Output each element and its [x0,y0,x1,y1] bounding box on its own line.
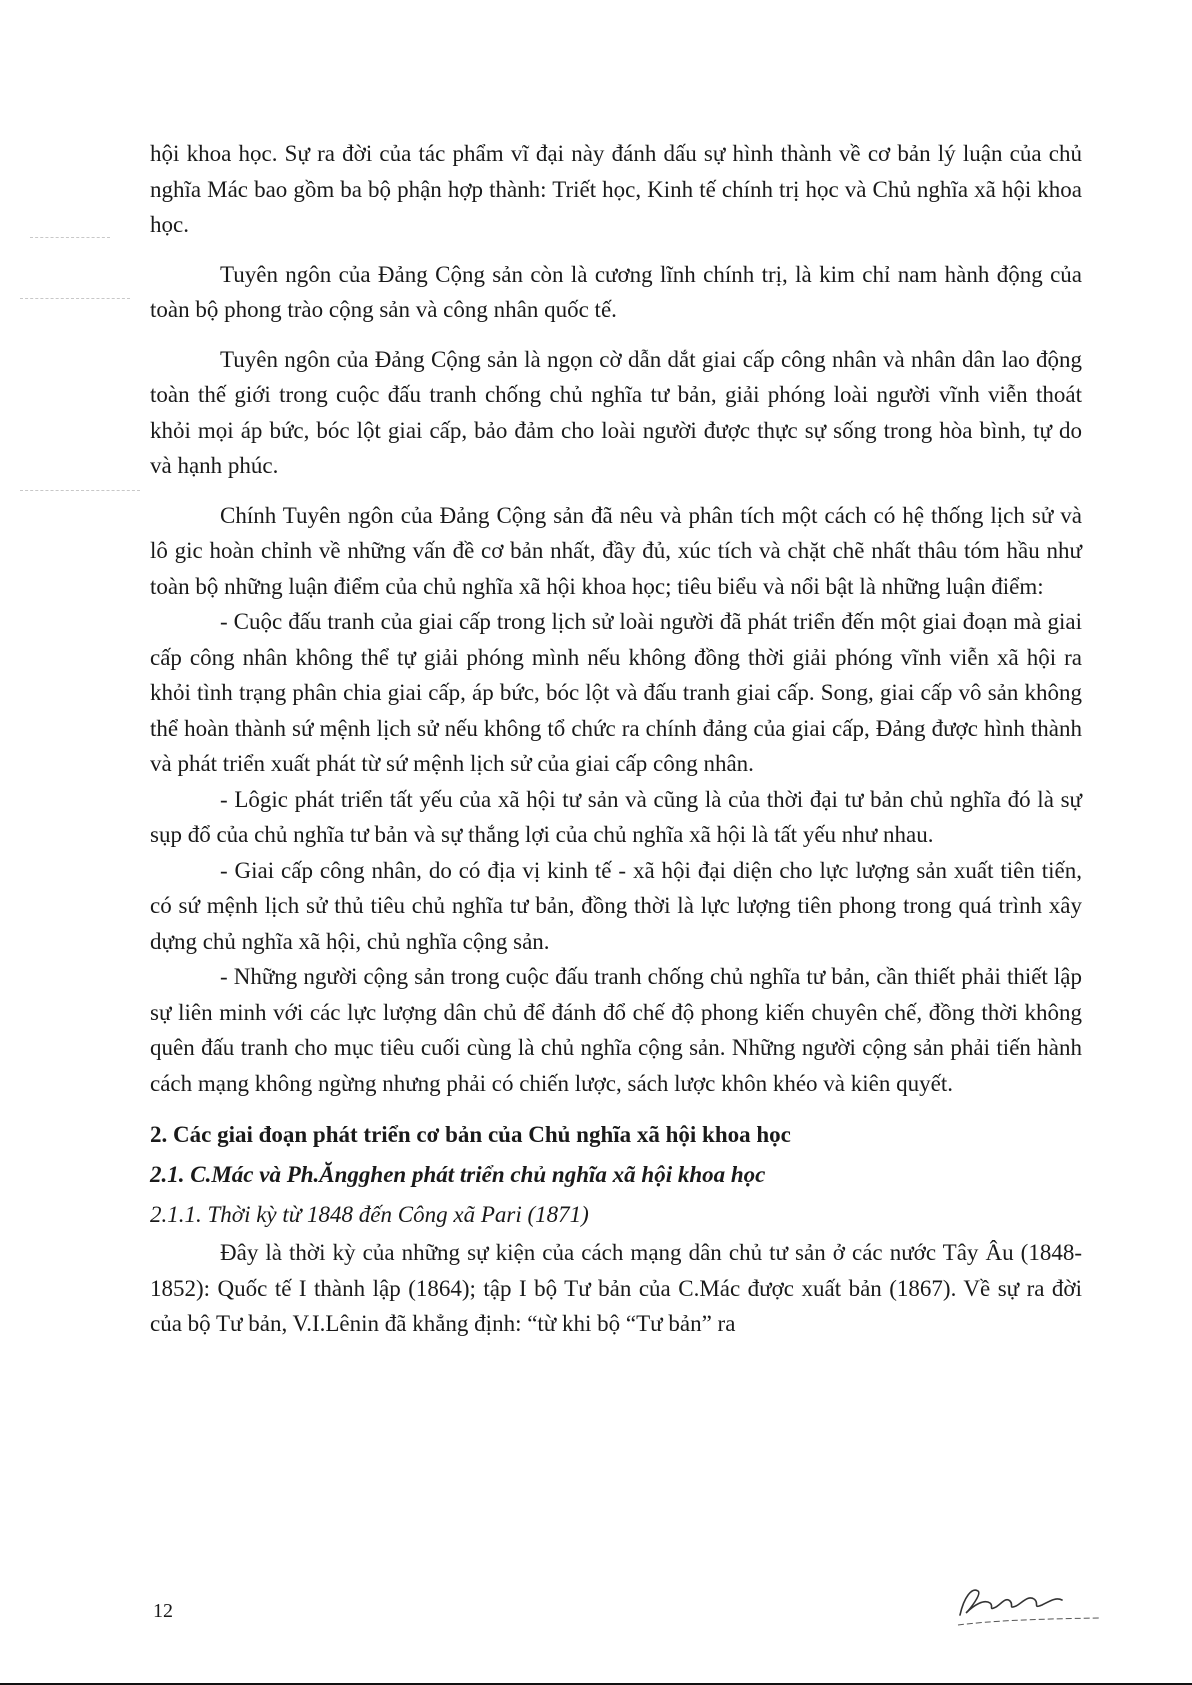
paragraph: Chính Tuyên ngôn của Đảng Cộng sản đã nêu và phân tích một cách có hệ thống lịch sử và lô gic hoàn chỉnh về những vấn đề cơ bản nhất, đầy đủ, xúc tích và chặt chẽ nhất thâu tóm hầu như toàn bộ những luận điểm của chủ nghĩa xã hội khoa học; tiêu biểu và nổi bật là những luận điểm: [150,502,1082,599]
page-number: 12 [153,1600,173,1622]
margin-mark [30,237,110,238]
paragraph-continuation: hội khoa học. Sự ra đời của tác phẩm vĩ đại này đánh dấu sự hình thành về cơ bản lý luận của chủ nghĩa Mác bao gồm ba bộ phận hợp thành: Triết học, Kinh tế chính trị học và Chủ nghĩa xã hội khoa học. [150,141,1082,237]
paragraph: Đây là thời kỳ của những sự kiện của cách mạng dân chủ tư sản ở các nước Tây Âu (1848-1852): Quốc tế I thành lập (1864); tập I bộ Tư bản của C.Mác được xuất bản (1867). Về sự ra đời của bộ Tư bản, V.I.Lênin đã khẳng định: “từ khi bộ “Tư bản” ra [150,1240,1082,1336]
body-text [150,136,1082,1342]
signature-icon [950,1575,1105,1630]
subsection-heading: 2.1. C.Mác và Ph.Ăngghen phát triển chủ nghĩa xã hội khoa học [150,1162,766,1187]
list-item: - Những người cộng sản trong cuộc đấu tranh chống chủ nghĩa tư bản, cần thiết phải thiết lập sự liên minh với các lực lượng dân chủ để đánh đổ chế độ phong kiến chuyên chế, đồng thời không quên đấu tranh cho mục tiêu cuối cùng là chủ nghĩa cộng sản. Những người cộng sản phải tiến hành cách mạng không ngừng nhưng phải có chiến lược, sách lược khôn khéo và kiên quyết. [150,964,1082,1096]
margin-mark [20,298,130,299]
paragraph: Tuyên ngôn của Đảng Cộng sản là ngọn cờ dẫn dắt giai cấp công nhân và nhân dân lao động toàn thế giới trong cuộc đấu tranh chống chủ nghĩa tư bản, giải phóng loài người vĩnh viễn thoát khỏi mọi áp bức, bóc lột giai cấp, bảo đảm cho loài người được thực sự sống trong hòa bình, tự do và hạnh phúc. [150,346,1082,478]
list-item: - Lôgic phát triển tất yếu của xã hội tư sản và cũng là của thời đại tư bản chủ nghĩa đó là sự sụp đổ của chủ nghĩa tư bản và sự thắng lợi của chủ nghĩa xã hội là tất yếu như nhau. [150,786,1082,847]
margin-mark [20,490,140,491]
section-heading: 2. Các giai đoạn phát triển cơ bản của Chủ nghĩa xã hội khoa học [150,1122,791,1147]
subsubsection-heading: 2.1.1. Thời kỳ từ 1848 đến Công xã Pari (1871) [150,1202,589,1227]
list-item: - Cuộc đấu tranh của giai cấp trong lịch sử loài người đã phát triển đến một giai đoạn mà giai cấp công nhân không thể tự giải phóng mình nếu không đồng thời giải phóng vĩnh viễn xã hội ra khỏi tình trạng phân chia giai cấp, áp bức, bóc lột và đấu tranh giai cấp. Song, giai cấp vô sản không thể hoàn thành sứ mệnh lịch sử nếu không tổ chức ra chính đảng của giai cấp, Đảng được hình thành và phát triển xuất phát từ sứ mệnh lịch sử của giai cấp công nhân. [150,609,1082,776]
paragraph: Tuyên ngôn của Đảng Cộng sản còn là cương lĩnh chính trị, là kim chỉ nam hành động của toàn bộ phong trào cộng sản và công nhân quốc tế. [150,261,1082,322]
list-item: - Giai cấp công nhân, do có địa vị kinh tế - xã hội đại diện cho lực lượng sản xuất tiên tiến, có sứ mệnh lịch sử thủ tiêu chủ nghĩa tư bản, đồng thời là lực lượng tiên phong trong quá trình xây dựng chủ nghĩa xã hội, chủ nghĩa cộng sản. [150,857,1082,954]
